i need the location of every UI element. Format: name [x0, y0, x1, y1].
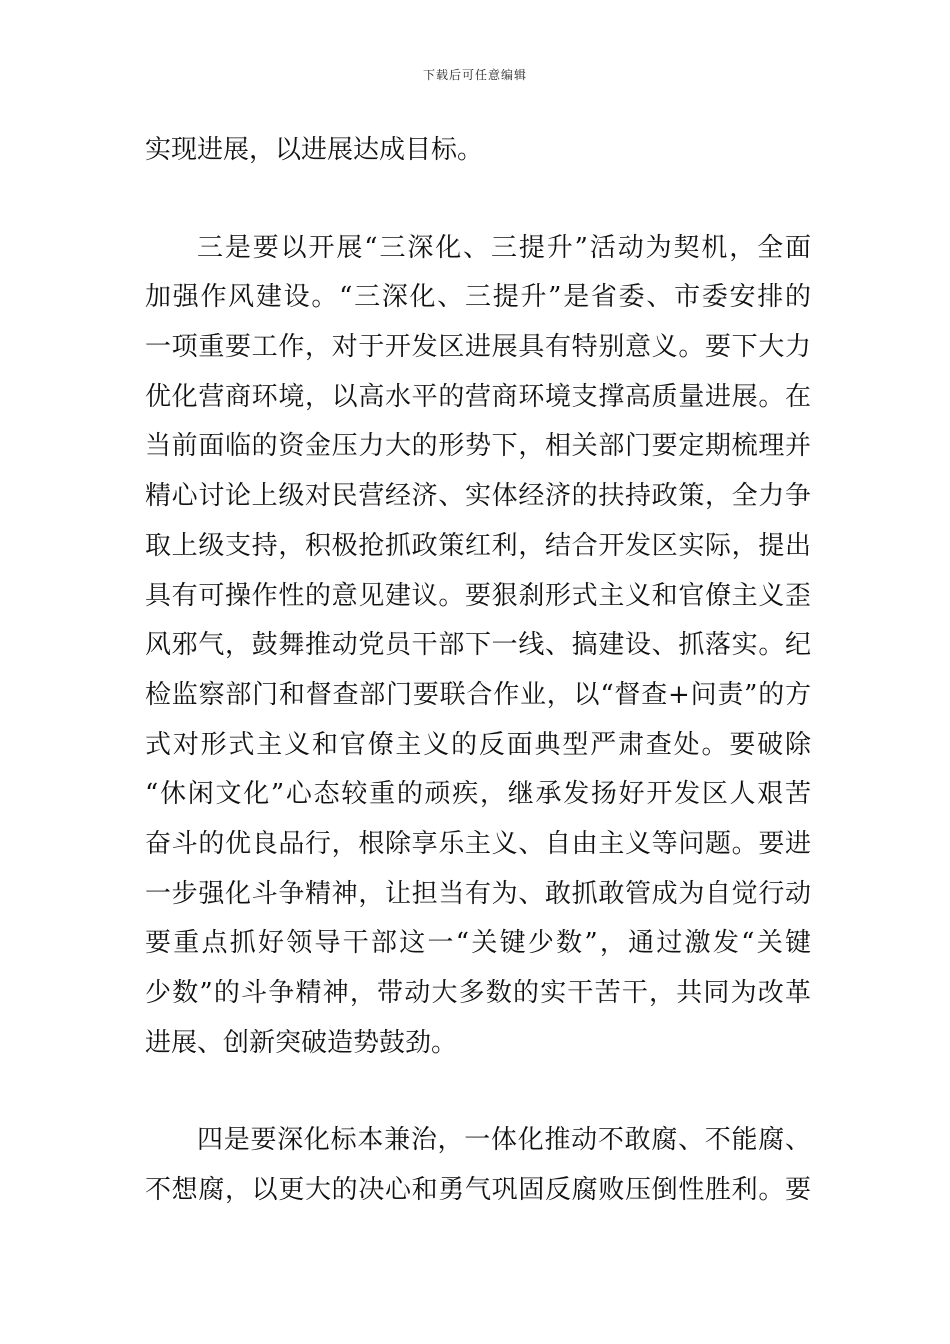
- text-line: 具有可操作性的意见建议。要狠刹形式主义和官僚主义歪: [145, 580, 811, 611]
- text-line: 检监察部门和督查部门要联合作业，以“督查+问责”的方: [145, 679, 811, 710]
- text-line: 加强作风建设。“三深化、三提升”是省委、市委安排的: [145, 282, 811, 313]
- text-line: 精心讨论上级对民营经济、实体经济的扶持政策，全力争: [145, 481, 811, 512]
- text-line: 一项重要工作，对于开发区进展具有特别意义。要下大力: [145, 332, 811, 363]
- page-header-note: 下载后可任意编辑: [422, 68, 527, 82]
- text-line: 取上级支持，积极抢抓政策红利，结合开发区实际，提出: [145, 530, 811, 561]
- paragraph-1: [145, 126, 811, 176]
- text-line: 少数”的斗争精神，带动大多数的实干苦干，共同为改革: [145, 978, 811, 1008]
- paragraph-3: [145, 1116, 811, 1215]
- text-line: 不想腐，以更大的决心和勇气巩固反腐败压倒性胜利。要: [145, 1175, 811, 1206]
- text-line: 当前面临的资金压力大的形势下，相关部门要定期梳理并: [145, 431, 811, 462]
- text-line: 奋斗的优良品行，根除享乐主义、自由主义等问题。要进: [145, 828, 811, 859]
- text-line: 风邪气，鼓舞推动党员干部下一线、搞建设、抓落实。纪: [145, 630, 811, 661]
- text-line: “休闲文化”心态较重的顽疾，继承发扬好开发区人艰苦: [145, 779, 811, 810]
- text-line: 一步强化斗争精神，让担当有为、敢抓敢管成为自觉行动: [145, 878, 811, 909]
- text-line: 进展、创新突破造势鼓劲。: [145, 1027, 458, 1058]
- text-line: 优化营商环境，以高水平的营商环境支撑高质量进展。在: [145, 381, 811, 412]
- document-body: [145, 126, 811, 1216]
- text-line: 式对形式主义和官僚主义的反面典型严肃查处。要破除: [145, 729, 811, 760]
- text-line: 四是要深化标本兼治，一体化推动不敢腐、不能腐、: [197, 1125, 811, 1156]
- text-line: 实现进展，以进展达成目标。: [145, 135, 484, 165]
- text-line: 要重点抓好领导干部这一“关键少数”，通过激发“关键: [145, 928, 811, 959]
- text-line: 三是要以开展“三深化、三提升”活动为契机，全面: [197, 232, 811, 263]
- paragraph-2: [145, 224, 811, 1069]
